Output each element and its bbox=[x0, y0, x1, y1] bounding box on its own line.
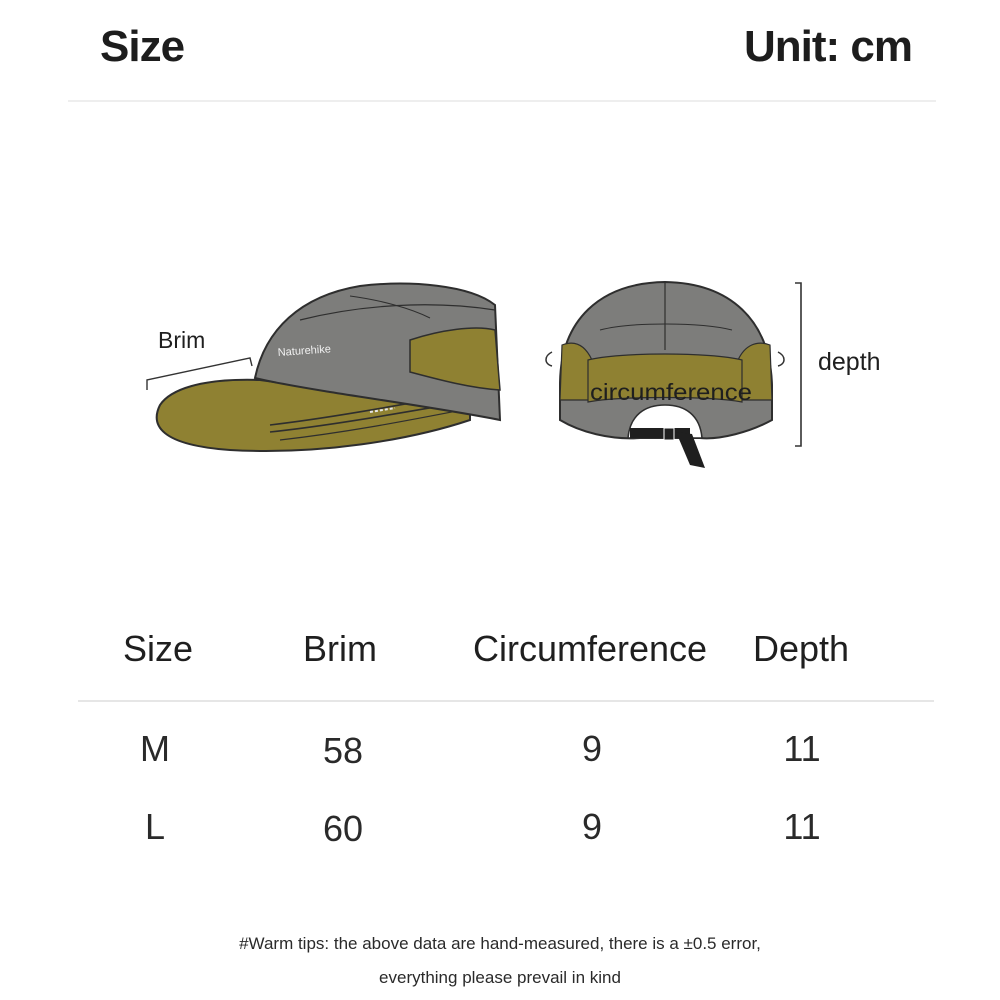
cell-brim: 58 bbox=[322, 730, 364, 771]
circumference-label: circumference bbox=[590, 379, 752, 405]
header-depth: Depth bbox=[753, 628, 850, 669]
cap-back-view bbox=[546, 282, 801, 468]
brim-label: Brim bbox=[158, 327, 206, 353]
cap-side-view bbox=[147, 284, 500, 451]
header-divider bbox=[68, 100, 936, 102]
warm-tips-line-1: #Warm tips: the above data are hand-measured, there is a ±0.5 error, bbox=[239, 934, 761, 953]
header-circumference: Circumference bbox=[473, 628, 708, 669]
cell-depth: 11 bbox=[783, 806, 821, 847]
header-brim: Brim bbox=[303, 628, 377, 669]
cell-size: L bbox=[144, 806, 166, 847]
cell-size: M bbox=[140, 728, 170, 769]
cell-circumference: 9 bbox=[581, 728, 603, 769]
cell-circumference: 9 bbox=[581, 806, 603, 847]
header-size: Size bbox=[123, 628, 194, 669]
cap-illustration bbox=[0, 240, 1000, 500]
cell-brim: 60 bbox=[322, 808, 364, 849]
page-title: Size bbox=[100, 22, 185, 71]
warm-tips-line-2: everything please prevail in kind bbox=[379, 968, 621, 987]
table-divider bbox=[78, 700, 934, 702]
unit-label: Unit: cm bbox=[744, 22, 912, 71]
brand-text: Naturehike bbox=[277, 343, 332, 359]
depth-label: depth bbox=[818, 348, 881, 376]
cell-depth: 11 bbox=[783, 728, 821, 769]
